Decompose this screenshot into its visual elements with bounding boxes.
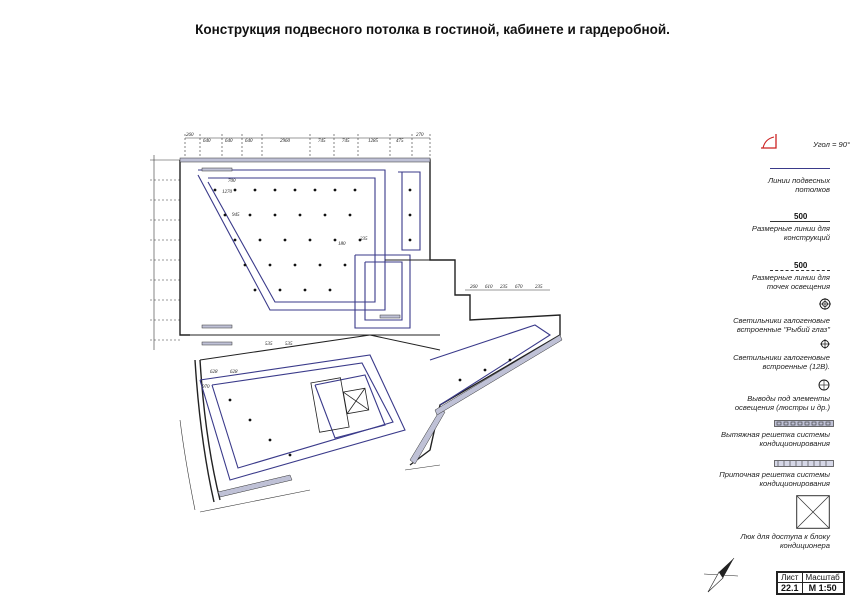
dim-right-5: 235 <box>535 285 543 290</box>
north-arrow-icon <box>698 552 744 598</box>
dim-construction-label: Размерные линии для конструкций <box>751 224 830 242</box>
sheet-label: Лист <box>778 573 803 583</box>
fisheye-label: Светильники галогеновые встроенные "Рыбий глаз" <box>733 316 830 334</box>
dim-top-4: 640 <box>245 139 253 144</box>
halogen-light-icon <box>820 339 830 349</box>
dim-low-5: 970 <box>202 385 210 390</box>
exhaust-grille-icon <box>774 420 834 427</box>
ceiling-plan <box>140 120 620 520</box>
lower-dimension-labels <box>202 342 293 390</box>
dim-value-2: 500 <box>794 261 808 270</box>
dim-line-sample-1 <box>770 221 830 222</box>
halogen-label: Светильники галогеновые встроенные (12В). <box>733 353 830 371</box>
left-dimension-line <box>150 155 180 350</box>
right-dimension-labels <box>470 285 543 290</box>
light-points <box>214 189 512 457</box>
dim-mid-1: 700 <box>228 179 236 184</box>
fisheye-light-icon <box>819 298 831 310</box>
access-hatch-icon <box>796 495 830 529</box>
page-title: Конструкция подвесного потолка в гостиной, кабинете и гардеробной. <box>195 22 670 37</box>
top-dimension-line <box>185 134 430 160</box>
dim-mid-4: 180 <box>338 242 346 247</box>
dim-lighting-label: Размерные линии для точек освещения <box>751 273 830 291</box>
dim-right-2: 610 <box>485 285 493 290</box>
scale-label: Масштаб <box>802 573 843 583</box>
exhaust-label: Вытяжная решетка системы кондиционирования <box>721 430 830 448</box>
dim-low-2: 535 <box>285 342 293 347</box>
title-block <box>776 571 845 595</box>
hatch-label: Люк для доступа к блоку кондиционера <box>740 532 830 550</box>
ceiling-contours <box>198 170 550 480</box>
dim-low-4: 628 <box>230 370 238 375</box>
dim-top-3: 640 <box>225 139 233 144</box>
dim-mid-3: 945 <box>232 213 240 218</box>
outlet-icon <box>818 379 830 391</box>
dim-top-9: 475 <box>396 139 404 144</box>
ceiling-line-sample <box>770 168 830 169</box>
dim-mid-5: 235 <box>360 237 368 242</box>
supply-label: Приточная решетка системы кондиционирования <box>719 470 830 488</box>
dim-right-1: 260 <box>470 285 478 290</box>
living-room-walls <box>180 160 560 502</box>
ceiling-lines-label: Линии подвесных потолков <box>767 176 830 194</box>
dim-top-7: 745 <box>342 139 350 144</box>
dim-line-sample-2 <box>770 270 830 271</box>
angle-label: Угол = 90° <box>813 140 850 149</box>
dim-low-1: 535 <box>265 342 273 347</box>
dim-right-3: 235 <box>500 285 508 290</box>
outlets-label: Выводы под элементы освещения (люстры и др.) <box>734 394 830 412</box>
dim-value-1: 500 <box>794 212 808 221</box>
sheet-number: 22.1 <box>778 583 803 594</box>
dim-top-6: 745 <box>318 139 326 144</box>
dim-top-8: 1285 <box>368 139 378 144</box>
dim-top-10: 270 <box>416 133 424 138</box>
dim-top-1: 260 <box>186 133 194 138</box>
dim-right-4: 670 <box>515 285 523 290</box>
scale-value: М 1:50 <box>802 583 843 594</box>
cabinet-center-detail <box>311 378 369 432</box>
dim-mid-2: 1270 <box>222 190 232 195</box>
supply-grille-icon <box>774 460 834 467</box>
dim-top-2: 640 <box>203 139 211 144</box>
dim-top-5: 2960 <box>280 139 290 144</box>
dim-low-3: 628 <box>210 370 218 375</box>
